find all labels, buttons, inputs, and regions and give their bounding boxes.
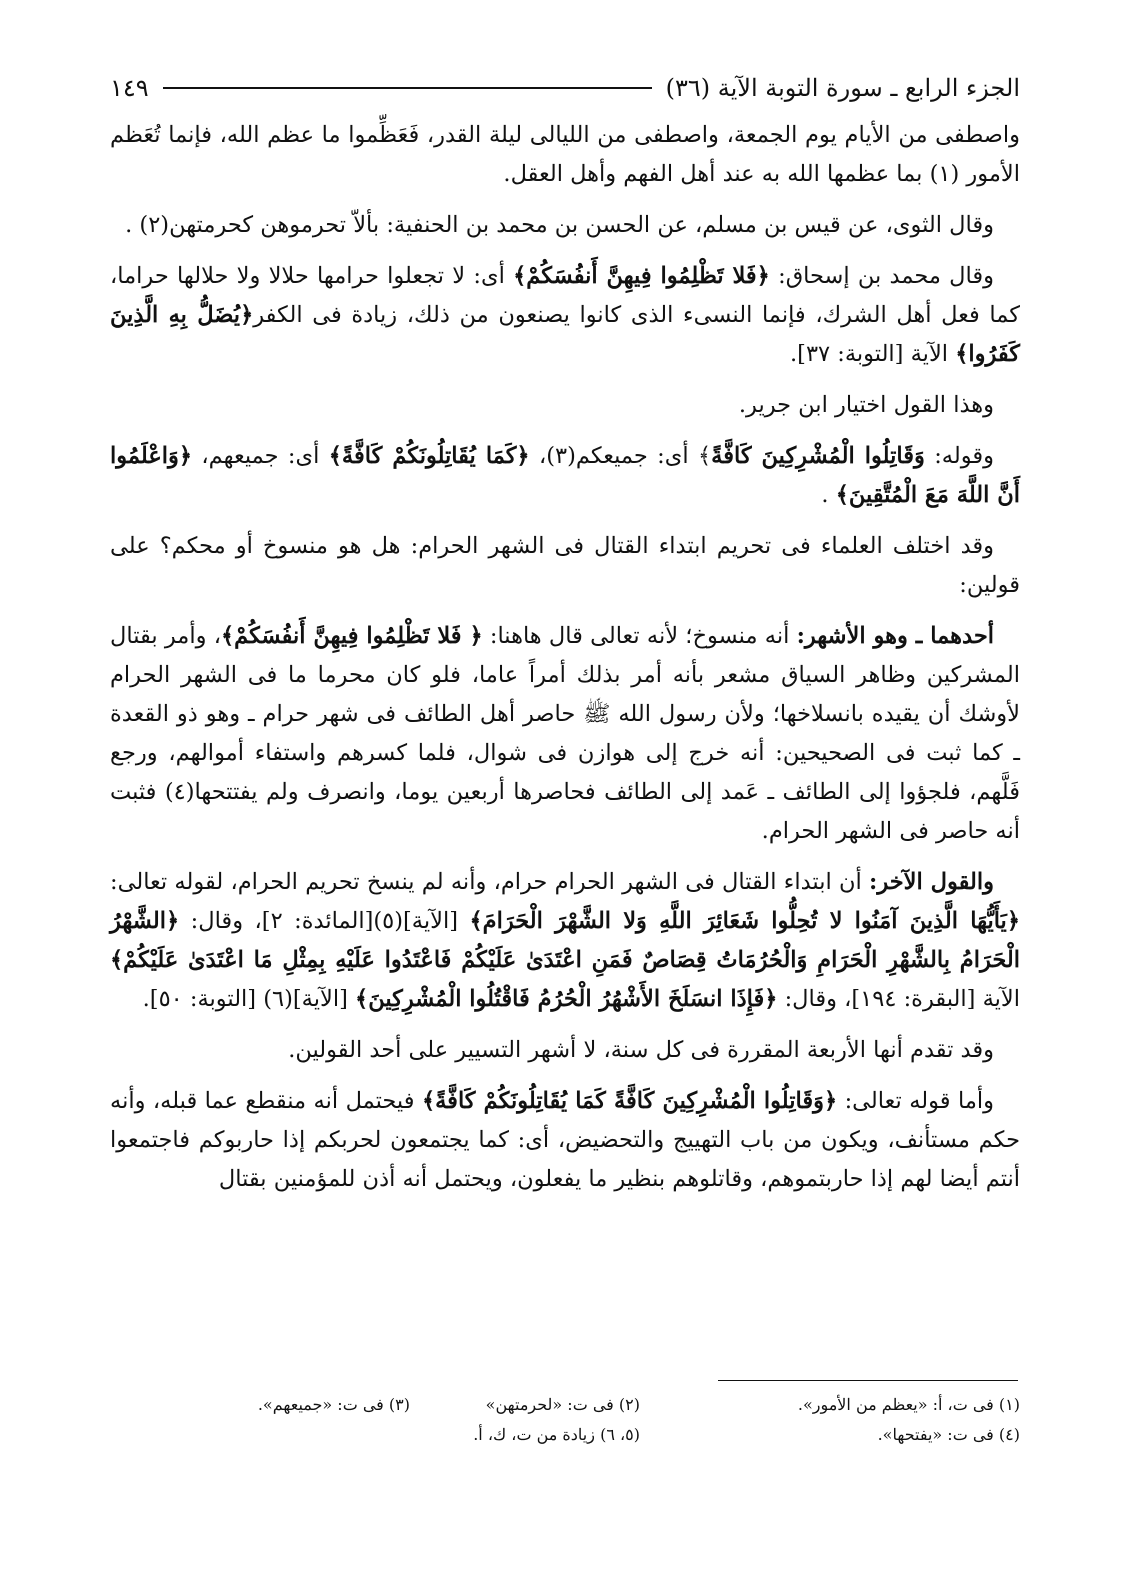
text-run: وقوله: — [924, 443, 994, 469]
text-run: (٣) — [546, 443, 576, 469]
footnote-row — [110, 1390, 1020, 1420]
footnote-1: (١) فى ت، أ: «يعظم من الأمور». — [797, 1395, 1020, 1414]
header-rule — [163, 87, 652, 89]
footnote-4: (٤) فى ت: «يفتحها». — [877, 1425, 1020, 1444]
footnote-separator — [718, 1380, 1018, 1381]
text-run: بما عظمها الله به عند أهل الفهم وأهل العقل. — [503, 161, 930, 187]
text-run: أن ابتداء القتال فى الشهر الحرام حرام، وأنه لم ينسخ تحريم الحرام، لقوله تعالى: — [110, 869, 870, 895]
text-run: [المائدة: ٢]، وقال: — [179, 908, 374, 934]
paragraph-p3 — [110, 257, 1020, 374]
paragraph-p9 — [110, 1031, 1020, 1070]
paragraph-p5 — [110, 437, 1020, 515]
text-run: أنه منسوخ؛ لأنه تعالى قال هاهنا: — [482, 623, 797, 649]
text-run: وقال الثوى، عن قيس بن مسلم، عن الحسن بن محمد بن الحنفية: بألاّ تحرموهن كحرمتهن — [169, 212, 994, 238]
text-run: (٢) — [139, 212, 170, 238]
running-title: الجزء الرابع ـ سورة التوبة الآية (٣٦) — [665, 74, 1020, 102]
page-body — [110, 70, 1020, 1211]
text-run: (٥) — [373, 908, 404, 934]
quran-verse: ﴿فَإِذَا انسَلَخَ الأَشْهُرُ الْحُرُمُ فَاقْتُلُوا الْمُشْرِكِينَ﴾ — [355, 986, 778, 1012]
paragraph-p1 — [110, 116, 1020, 194]
page-number: ١٤٩ — [110, 74, 149, 102]
paragraph-p7 — [110, 617, 1020, 851]
quran-verse: ﴿الشَّهْرُ الْحَرَامُ بِالشَّهْرِ الْحَرَامِ وَالْحُرُمَاتُ قِصَاصٌ فَمَنِ اعْتَدَىٰ عَلَيْكُمْ فَاعْتَدُوا عَلَيْهِ بِمِثْلِ مَا اعْتَدَىٰ عَلَيْكُمْ﴾ — [110, 908, 1020, 973]
quran-verse: ﴿وَاعْلَمُوا أَنَّ اللَّهَ مَعَ الْمُتَّقِينَ﴾ — [110, 443, 1020, 508]
text-run: [الآية] — [292, 986, 356, 1012]
running-header — [110, 70, 1020, 106]
text-run: (١) — [929, 161, 960, 187]
text-run: واصطفى من الأيام يوم الجمعة، واصطفى من الليالى ليلة القدر، فَعَظِّموا ما عظم الله، فإنما تُعَظم الأمور — [110, 122, 1020, 187]
text-run: فيحتمل أنه منقطع عما قبله، وأنه حكم مستأنف، ويكون من باب التهييج والتحضيض، أى: كما يجتمعون لحربكم إذا حاربوكم فاجتمعوا أنتم أيضا لهم إذا حاربتموهم، وقاتلوهم بنظير ما يفعلون، ويحتمل أنه أذن للمؤمنين بقتال — [110, 1088, 1020, 1192]
text-run: [الآية] — [403, 908, 470, 934]
text-run: وقال محمد بن إسحاق: — [769, 263, 994, 289]
text-run: وقد تقدم أنها الأربعة المقررة فى كل سنة، لا أشهر التسيير على أحد القولين. — [288, 1037, 994, 1063]
text-run: ، — [529, 443, 547, 469]
quran-verse: ﴿كَمَا يُقَاتِلُونَكُمْ كَافَّةً﴾ — [328, 443, 530, 469]
text-run: الآية [التوبة: ٣٧]. — [790, 341, 956, 367]
footnote-3: (٣) فى ت: «جميعهم». — [257, 1395, 410, 1414]
quran-verse: ﴿فَلا تَظْلِمُوا فِيهِنَّ أَنفُسَكُمْ﴾ — [513, 263, 770, 289]
quran-verse: والقول الآخر: — [869, 869, 994, 895]
text-run: (٤) — [164, 779, 195, 805]
text-run: وهذا القول اختيار ابن جرير. — [738, 392, 994, 418]
quran-verse: أحدهما ـ وهو الأشهر: — [796, 623, 994, 649]
text-run: [التوبة: ٥٠]. — [142, 986, 264, 1012]
quran-verse: وَقَاتِلُوا الْمُشْرِكِينَ كَافَّةً — [711, 443, 925, 469]
paragraph-p4 — [110, 386, 1020, 425]
text-run: فثبت أنه حاصر فى الشهر الحرام. — [110, 779, 1020, 844]
quran-verse: ﴿يُضَلُّ بِهِ الَّذِينَ كَفَرُوا﴾ — [110, 302, 1020, 367]
quran-verse: ﴿يَأَيُّهَا الَّذِينَ آمَنُوا لا تُحِلُّوا شَعَائِرَ اللَّهِ وَلا الشَّهْرَ الْحَرَامَ﴾ — [469, 908, 1021, 934]
paragraph-p8 — [110, 863, 1020, 1019]
text-run: الآية [البقرة: ١٩٤]، وقال: — [777, 986, 1020, 1012]
footnotes — [110, 1390, 1020, 1450]
paragraph-p2 — [110, 206, 1020, 245]
text-body — [110, 116, 1020, 1199]
footnote-row — [110, 1420, 1020, 1450]
text-run: وأما قوله تعالى: — [837, 1088, 994, 1114]
text-run: وقد اختلف العلماء فى تحريم ابتداء القتال فى الشهر الحرام: هل هو منسوخ أو محكم؟ على قولين: — [110, 533, 1020, 598]
paragraph-p6 — [110, 527, 1020, 605]
paragraph-p10 — [110, 1082, 1020, 1199]
footnote-5-6: (٥، ٦) زيادة من ت، ك، أ. — [473, 1425, 640, 1444]
text-run: (٦) — [263, 986, 293, 1012]
quran-verse: ﴿ فَلا تَظْلِمُوا فِيهِنَّ أَنفُسَكُمْ﴾ — [220, 623, 483, 649]
text-run: . — [821, 482, 836, 508]
text-run: أى: جميعهم، — [192, 443, 329, 469]
text-run: أى: لا تجعلوا حرامها حلالا ولا حلالها حراما، كما فعل أهل الشرك، فإنما النسىء الذى كانوا يصنعون من ذلك، زيادة فى الكفر — [110, 263, 1020, 328]
text-run: . — [125, 212, 140, 238]
text-run: ، وأمر بقتال المشركين وظاهر السياق مشعر بأنه أمر بذلك أمراً عاما، فلو كان محرما ما فى الشهر الحرام لأوشك أن يقيده بانسلاخها؛ ولأن رسول الله ﷺ حاصر أهل الطائف فى شهر حرام ـ وهو ذو القعدة ـ كما ثبت فى الصحيحين: أنه خرج إلى هوازن فى شوال، فلما كسرهم واستفاء أموالهم، ورجع فَلَّهم، فلجؤوا إلى الطائف ـ عَمد إلى الطائف فحاصرها أربعين يوما، وانصرف ولم يفتتحها — [110, 623, 1020, 805]
footnote-2: (٢) فى ت: «لحرمتهن» — [485, 1395, 640, 1414]
quran-verse: ﴿وَقَاتِلُوا الْمُشْرِكِينَ كَافَّةً كَمَا يُقَاتِلُونَكُمْ كَافَّةً﴾ — [421, 1088, 838, 1114]
text-run: ﴾ أى: جميعكم — [575, 443, 712, 469]
